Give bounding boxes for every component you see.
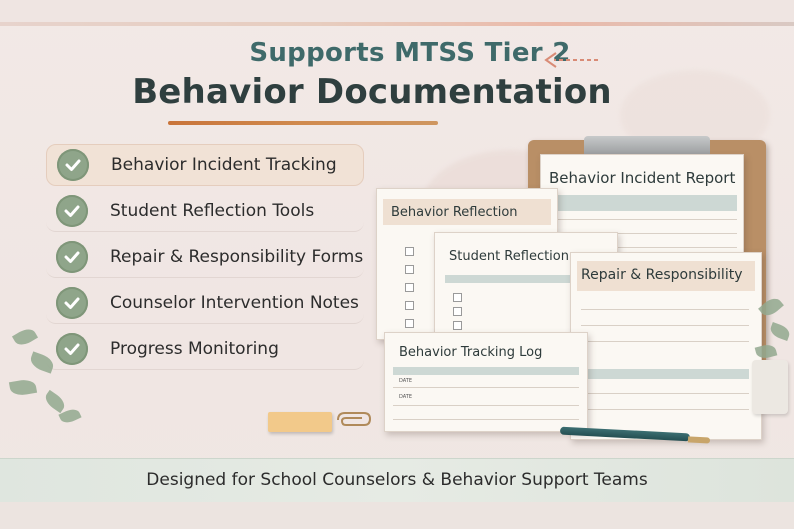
feature-list [46, 144, 364, 375]
doc-title: Repair & Responsibility [581, 267, 743, 283]
doc-title: Behavior Tracking Log [399, 345, 543, 360]
title-line-1: Supports MTSS Tier 2 [249, 38, 571, 68]
doc-cell-label: DATE [399, 394, 413, 400]
doc-line [547, 219, 737, 220]
doc-line [581, 309, 749, 310]
doc-line [581, 325, 749, 326]
arrow-icon [540, 48, 600, 72]
feature-item [46, 237, 364, 278]
feature-label: Student Reflection Tools [110, 201, 315, 221]
title-underline [168, 121, 438, 125]
check-circle-icon [56, 287, 88, 319]
feature-item [46, 144, 364, 186]
doc-title: Behavior Reflection [391, 205, 518, 220]
doc-repair-responsibility [570, 252, 762, 440]
feature-item [46, 191, 364, 232]
doc-cell-label: DATE [399, 378, 413, 384]
checkbox-icon [405, 247, 414, 256]
leaf-decoration [42, 390, 67, 413]
title-line-2: Behavior Documentation [132, 72, 612, 112]
doc-line [393, 387, 579, 388]
doc-line [581, 393, 749, 394]
checkbox-icon [405, 265, 414, 274]
doc-header-band [581, 369, 749, 379]
doc-line [581, 341, 749, 342]
check-circle-icon [56, 241, 88, 273]
pen-tip [688, 436, 710, 443]
paperclip-icon [334, 410, 374, 430]
check-circle-icon [56, 333, 88, 365]
checkbox-icon [453, 293, 462, 302]
top-band [0, 0, 794, 22]
feature-item [46, 283, 364, 324]
feature-label: Progress Monitoring [110, 339, 279, 359]
top-accent-line [0, 22, 794, 26]
feature-label: Repair & Responsibility Forms [110, 247, 364, 267]
doc-title: Student Reflection [449, 249, 569, 264]
plant-pot [752, 360, 788, 414]
check-circle-icon [56, 195, 88, 227]
doc-header-band [547, 195, 737, 211]
doc-tracking-log [384, 332, 588, 432]
footer-tagline: Designed for School Counselors & Behavior Support Teams [146, 470, 648, 490]
checkbox-icon [453, 307, 462, 316]
checkbox-icon [453, 321, 462, 330]
checkbox-icon [405, 283, 414, 292]
feature-label: Counselor Intervention Notes [110, 293, 359, 313]
checkbox-icon [405, 319, 414, 328]
doc-line [393, 405, 579, 406]
feature-label: Behavior Incident Tracking [111, 155, 337, 175]
bottom-margin [0, 502, 794, 529]
sticky-notes [268, 412, 332, 432]
doc-header-band [393, 367, 579, 375]
leaf-decoration [12, 325, 38, 348]
leaf-decoration [9, 378, 37, 397]
doc-line [581, 409, 749, 410]
leaf-decoration [768, 322, 791, 341]
doc-line [393, 419, 579, 420]
checkbox-icon [405, 301, 414, 310]
feature-item [46, 329, 364, 370]
doc-title: Behavior Incident Report [549, 169, 736, 187]
check-circle-icon [57, 149, 89, 181]
